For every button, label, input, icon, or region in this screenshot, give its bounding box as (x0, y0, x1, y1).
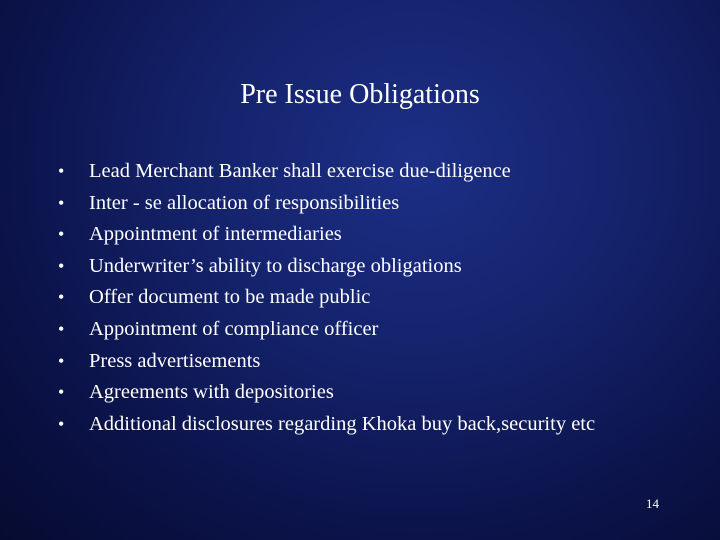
bullet-item (58, 285, 678, 310)
bullet-icon: • (58, 413, 65, 434)
bullet-text: Additional disclosures regarding Khoka buy back,security etc (89, 412, 596, 435)
bullet-item (58, 159, 678, 184)
bullet-icon: • (58, 382, 65, 403)
bullet-icon: • (58, 255, 65, 276)
bullet-text: Lead Merchant Banker shall exercise due-diligence (89, 160, 511, 182)
bullet-text: Appointment of compliance officer (89, 317, 379, 340)
bullet-item (58, 254, 678, 279)
bullet-icon: • (58, 350, 65, 371)
bullet-text: Inter - se allocation of responsibilities (89, 191, 400, 214)
bullet-item (58, 380, 678, 405)
bullet-text: Press advertisements (89, 349, 261, 372)
bullet-icon: • (58, 318, 65, 339)
slide-title (0, 78, 720, 112)
page-number: 14 (646, 496, 659, 511)
bullet-icon: • (58, 224, 65, 245)
bullet-icon: • (58, 287, 65, 308)
bullet-icon: • (58, 192, 65, 213)
bullet-icon: • (58, 161, 65, 181)
bullet-text: Agreements with depositories (89, 381, 334, 404)
bullet-text: Offer document to be made public (89, 286, 371, 309)
bullet-item (58, 222, 678, 247)
bullet-item (58, 191, 678, 216)
bullet-text: Underwriter’s ability to discharge obligations (89, 254, 462, 277)
bullet-list (58, 159, 678, 443)
bullet-item (58, 317, 678, 342)
slide-title-text: Pre Issue Obligations (240, 79, 480, 110)
bullet-item (58, 349, 678, 374)
bullet-item (58, 412, 678, 437)
bullet-text: Appointment of intermediaries (89, 223, 342, 246)
